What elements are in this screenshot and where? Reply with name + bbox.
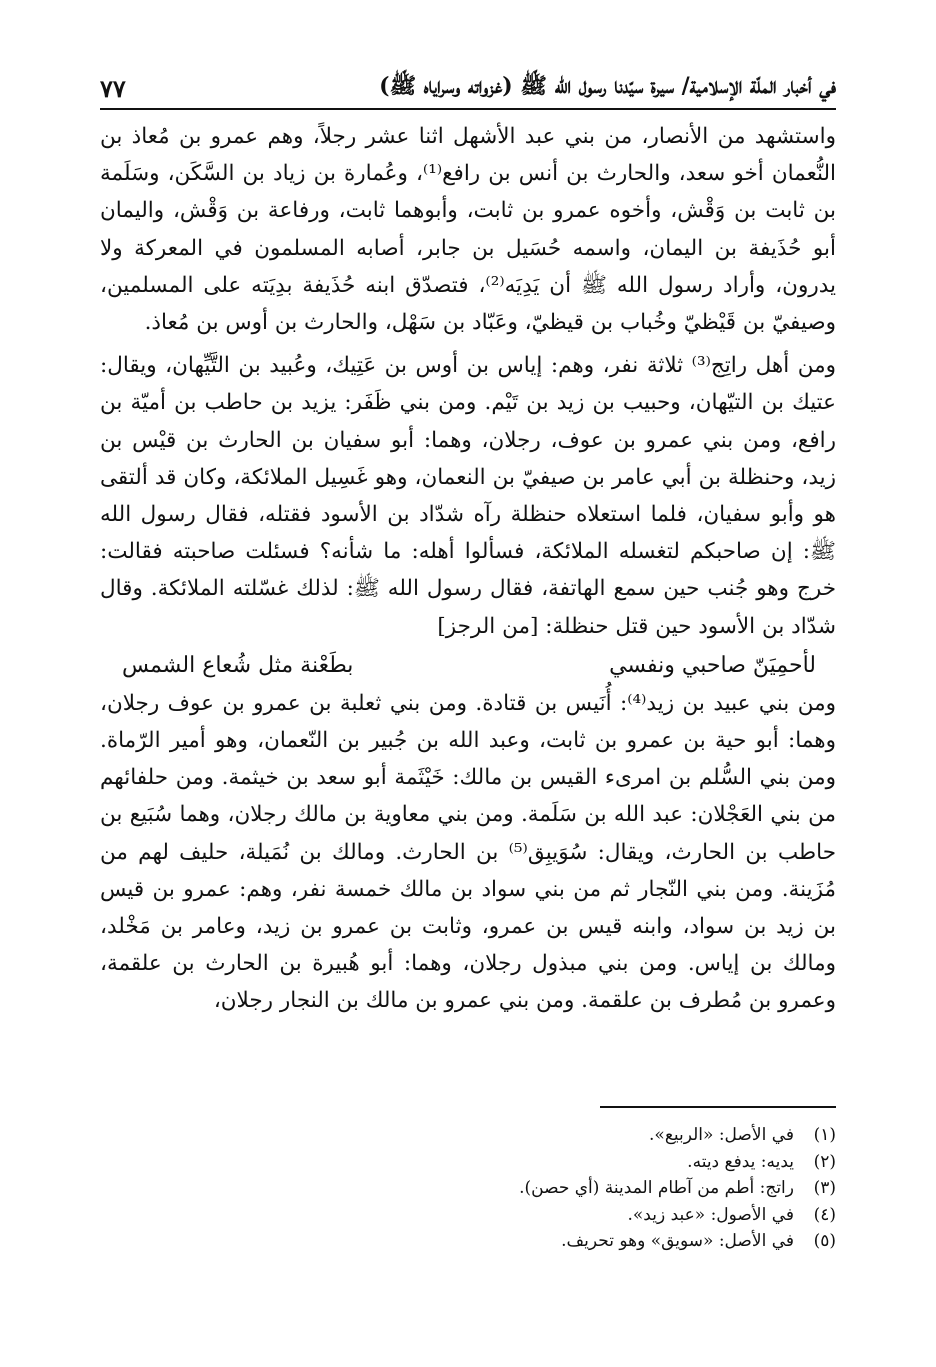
- footnote-item: [300, 1228, 836, 1255]
- footnote-number: (٤): [813, 1204, 836, 1225]
- footnote-item: [300, 1175, 836, 1202]
- page-number: ٧٧: [100, 73, 126, 103]
- running-header: [100, 68, 836, 110]
- footnote-separator: [600, 1106, 836, 1108]
- footnote-text: راتج: أطم من آطام المدينة (أي حصن).: [519, 1178, 794, 1198]
- body-text: [100, 118, 836, 1020]
- footnote-text: في الأصول: «عبد زيد».: [627, 1204, 794, 1225]
- footnotes-list: [300, 1122, 836, 1255]
- footnote-text: في الأصل: «سويق» وهو تحريف.: [561, 1231, 794, 1251]
- footnote-number: (٣): [813, 1178, 836, 1198]
- verse-hemistich-first: لأحمِيَنّ صاحبي ونفسي: [609, 652, 816, 678]
- footnote-number: (٢): [813, 1151, 836, 1172]
- footnote-text: في الأصل: «الربيع».: [649, 1125, 794, 1145]
- footnote-number: (١): [813, 1125, 836, 1145]
- footnote-item: [300, 1122, 836, 1149]
- paragraph-banu-ubayd: ومن بني عبيد بن زيد⁽⁴⁾: أُنَيس بن قتادة. ومن بني ثعلبة بن عمرو بن عوف رجلان، وهما: أبو حية بن عمرو بن ثابت، وعبد الله بن جُبير بن النّعمان، وهو أمير الرّماة. ومن بني السُّلم بن امرىء القيس بن مالك: خَيْثَمة أبو سعد بن خيثمة. ومن حلفائهم من بني العَجْلان: عبد الله بن سَلَمة. ومن بني معاوية بن مالك رجلان، وهما سُبَيع بن حاطب بن الحارث، ويقال: سُوَيبِق⁽⁵⁾ بن الحارث. ومالك بن نُمَيلة، حليف لهم من مُزَينة. ومن بني النّجار ثم من بني سواد بن مالك خمسة نفر، وهم: عمرو بن قيس بن زيد بن سواد، وابنه قيس بن عمرو، وثابت بن عمرو بن زيد، وعامر بن مَخْلد، ومالك بن إياس. ومن بني مبذول رجلان، وهما: أبو هُبيرة بن الحارث بن علقمة، وعمرو بن مُطرف بن علقمة. ومن بني عمرو بن مالك بن النجار رجلان،: [100, 690, 837, 1014]
- running-title: في أخبار الملّة الإسلامية/ سيرة سيّدنا رسول الله ﷺ (غزواته وسراياه ﷺ): [379, 73, 836, 99]
- poetry-verse: [122, 647, 816, 685]
- verse-hemistich-second: بطَعْنة مثل شُعاع الشمس: [122, 652, 354, 678]
- footnote-number: (٥): [813, 1231, 836, 1251]
- footnote-text: يديه: يدفع ديته.: [687, 1151, 794, 1172]
- paragraph-ratij: ومن أهل راتِج⁽³⁾ ثلاثة نفر، وهم: إياس بن أوس بن عَتِيك، وعُبيد بن التَّيِّهان، ويقال: عتيك بن التيّهان، وحبيب بن زيد بن تَيْم. ومن بني ظَفَر: يزيد بن حاطب بن أميّة بن رافع، ومن بني عمرو بن عوف، رجلان، وهما: أبو سفيان بن الحارث بن قيْس بن زيد، وحنظلة بن أبي عامر بن صيفيّ بن النعمان، وهو غَسِيل الملائكة، وكان قد ألتقى هو وأبو سفيان، فلما استعلاه حنظلة رآه شدّاد بن الأسود فقتله، فقال رسول الله ﷺ: إن صاحبكم لتغسله الملائكة، فسألوا أهله: ما شأنه؟ فسئلت صاحبته فقالت: خرج وهو جُنب حين سمع الهاتفة، فقال رسول الله ﷺ: لذلك غسّلته الملائكة. وقال شدّاد بن الأسود حين قتل حنظلة: [من الرجز]: [100, 353, 837, 639]
- footnote-item: [300, 1202, 836, 1229]
- footnote-item: [300, 1149, 836, 1176]
- paragraph-martyrs-ansar: واستشهد من الأنصار، من بني عبد الأشهل اثنا عشر رجلاً، وهم عمرو بن مُعاذ بن النُّعمان أخو سعد، والحارث بن أنس بن رافع⁽¹⁾، وعُمارة بن زياد بن السَّكَن، وسَلَمة بن ثابت بن وَقْش، وأخوه عمرو بن ثابت، وأبوهما ثابت، ورفاعة بن وَقْش، واليمان أبو حُذَيفة بن اليمان، واسمه حُسَيل بن جابر، أصابه المسلمون في المعركة ولا يدرون، وأراد رسول الله ﷺ أن يَدِيَه⁽²⁾، فتصدّق ابنه حُذَيفة بدِيَته على المسلمين، وصيفيّ بن قَيْظيّ وخُباب بن قيظيّ، وعَبّاد بن سَهْل، والحارث بن أوس بن مُعاذ.: [100, 124, 836, 336]
